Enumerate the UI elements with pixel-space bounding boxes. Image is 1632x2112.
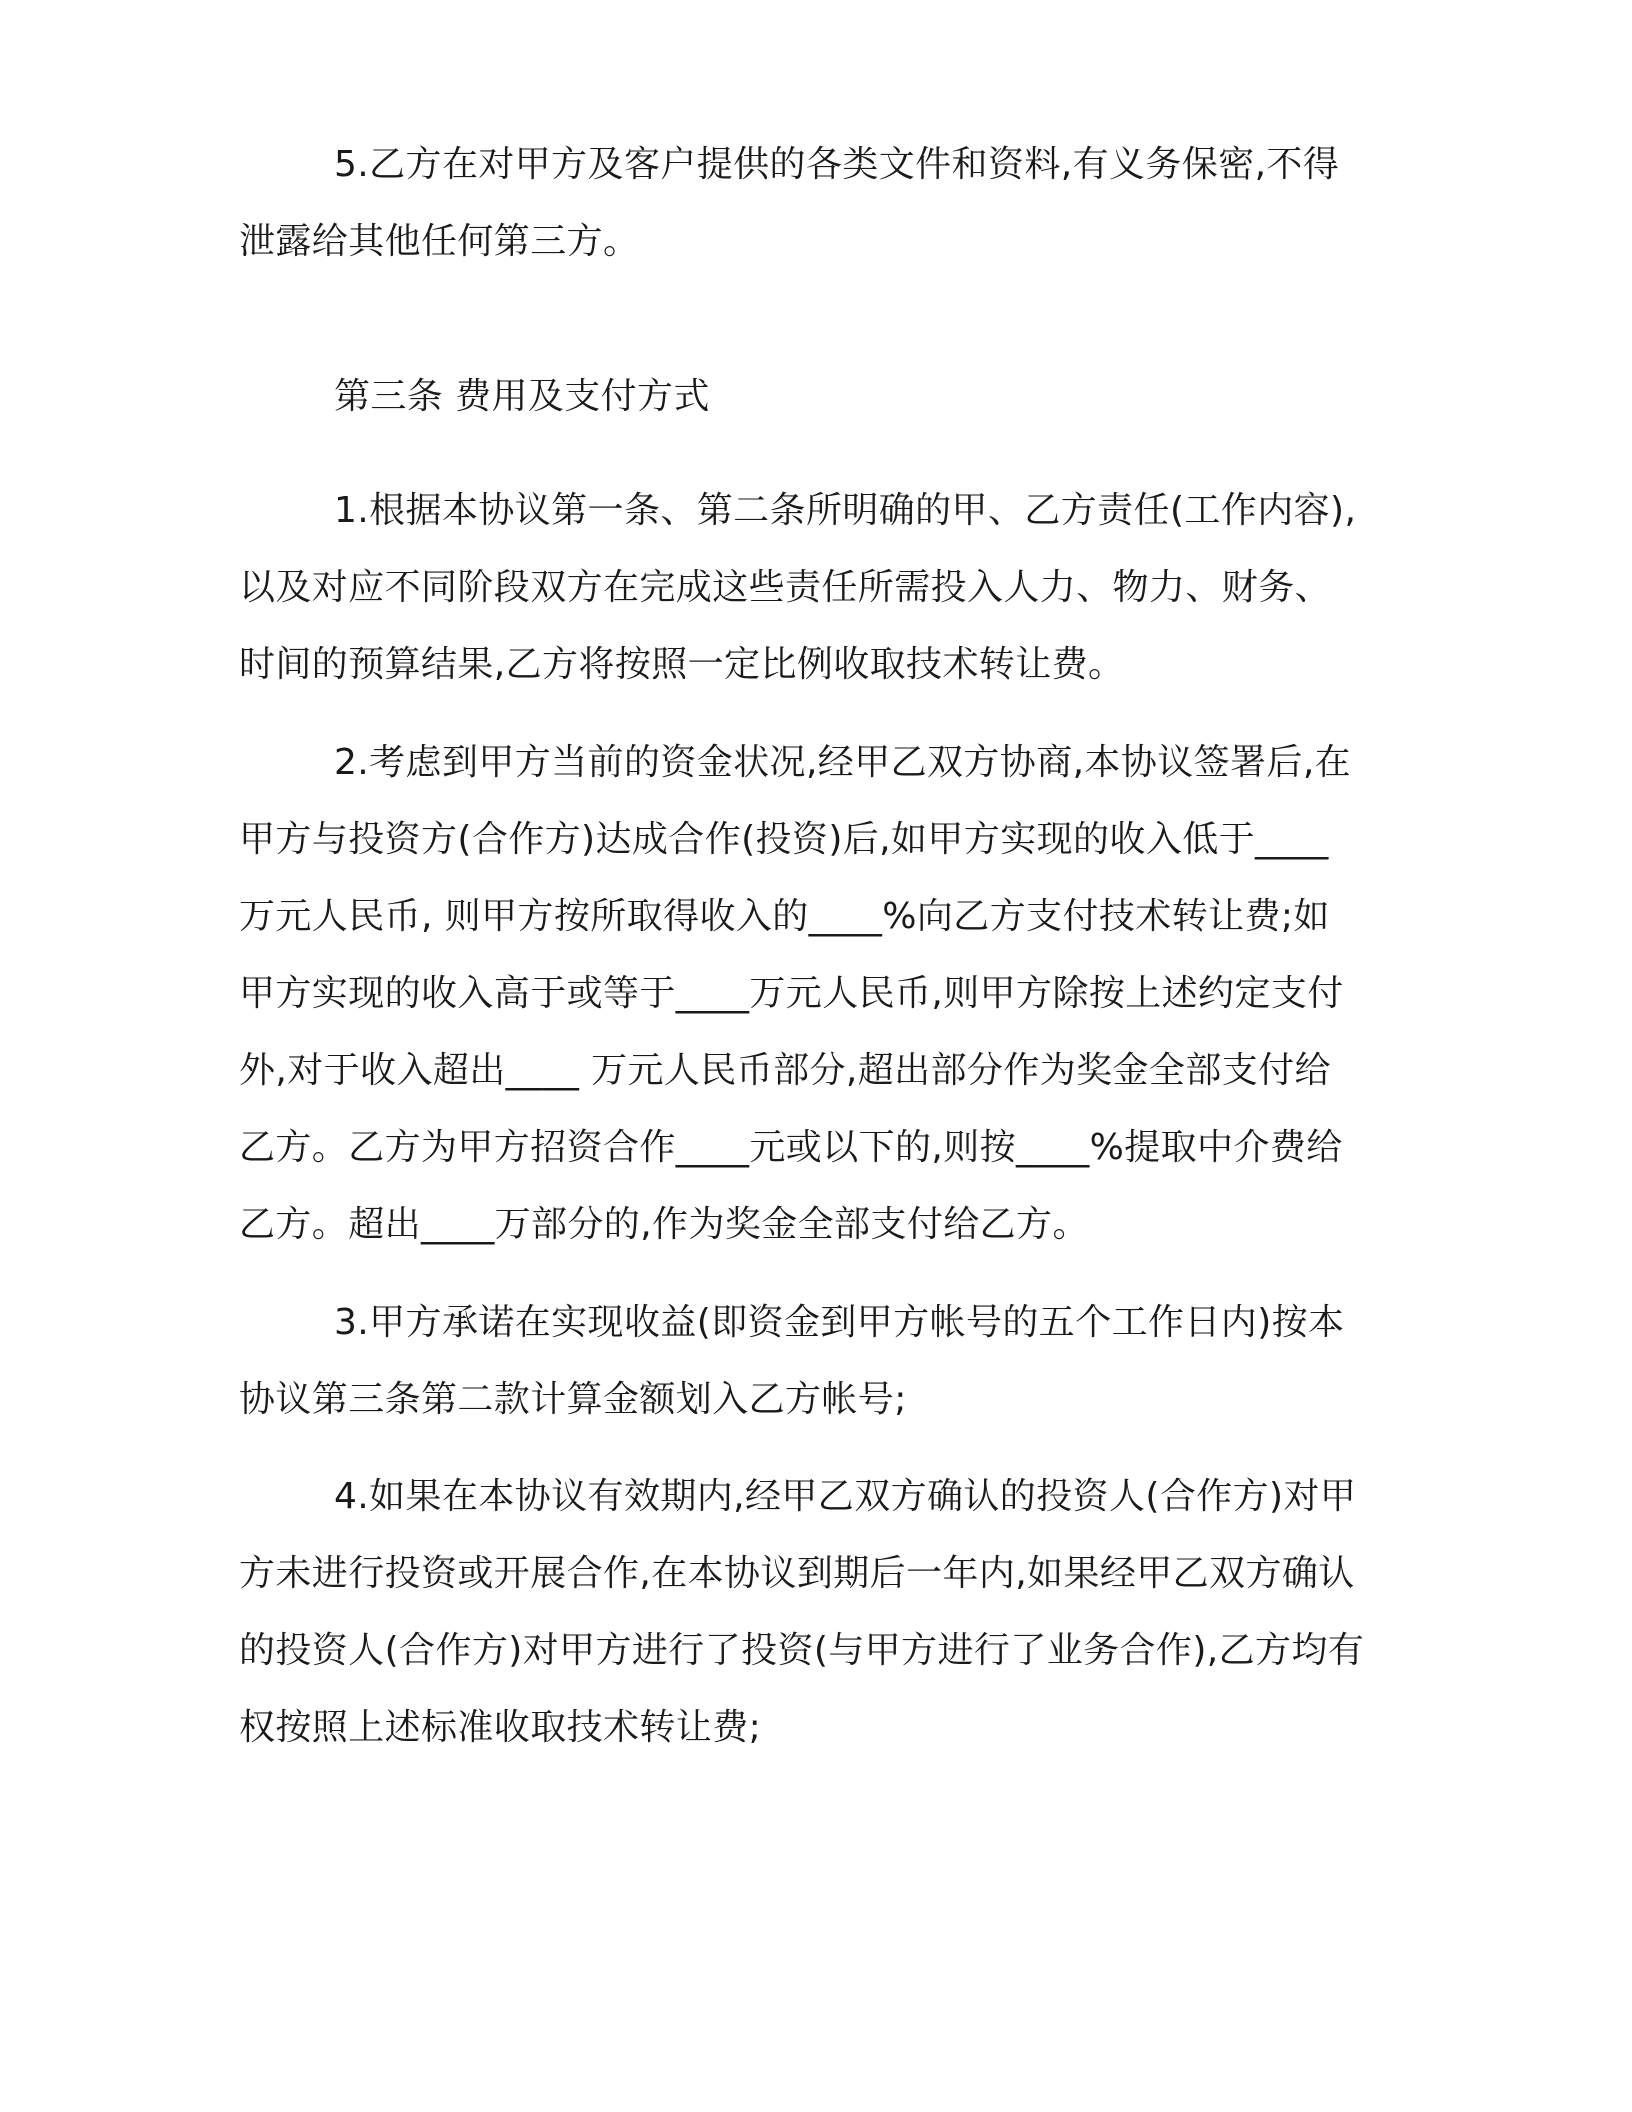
text-line: 5.乙方在对甲方及客户提供的各类文件和资料,有义务保密,不得 (334, 144, 1340, 185)
text-line: 外,对于收入超出____ 万元人民币部分,超出部分作为奖金全部支付给 (239, 1050, 1331, 1091)
text-line: 以及对应不同阶段双方在完成这些责任所需投入人力、物力、财务、 (239, 567, 1332, 608)
text-line: 1.根据本协议第一条、第二条所明确的甲、乙方责任(工作内容), (334, 490, 1357, 531)
text-line: 的投资人(合作方)对甲方进行了投资(与甲方进行了业务合作),乙方均有 (239, 1630, 1365, 1671)
text-line: 乙方。乙方为甲方招资合作____元或以下的,则按____%提取中介费给 (239, 1127, 1343, 1168)
text-line: 4.如果在本协议有效期内,经甲乙双方确认的投资人(合作方)对甲 (334, 1476, 1357, 1517)
text-line: 方未进行投资或开展合作,在本协议到期后一年内,如果经甲乙双方确认 (239, 1553, 1355, 1594)
text-line: 甲方与投资方(合作方)达成合作(投资)后,如甲方实现的收入低于____ (239, 819, 1329, 860)
text-line: 2.考虑到甲方当前的资金状况,经甲乙双方协商,本协议签署后,在 (334, 742, 1352, 783)
text-line: 协议第三条第二款计算金额划入乙方帐号; (239, 1379, 907, 1420)
text-line: 3.甲方承诺在实现收益(即资金到甲方帐号的五个工作日内)按本 (334, 1302, 1345, 1343)
text-line: 权按照上述标准收取技术转让费; (239, 1707, 762, 1748)
paragraph-article3-item-3 (239, 1284, 1399, 1438)
paragraph-item-5 (239, 126, 1399, 280)
article-3-heading (239, 358, 1399, 435)
text-line: 时间的预算结果,乙方将按照一定比例收取技术转让费。 (239, 644, 1125, 685)
paragraph-article3-item-4 (239, 1458, 1399, 1766)
paragraph-article3-item-2 (239, 724, 1399, 1263)
text-line: 乙方。超出____万部分的,作为奖金全部支付给乙方。 (239, 1204, 1089, 1245)
text-line: 万元人民币, 则甲方按所取得收入的____%向乙方支付技术转让费;如 (239, 896, 1330, 937)
text-line: 甲方实现的收入高于或等于____万元人民币,则甲方除按上述约定支付 (239, 973, 1344, 1014)
paragraph-article3-item-1 (239, 472, 1399, 703)
section-heading: 第三条 费用及支付方式 (334, 376, 710, 417)
text-line: 泄露给其他任何第三方。 (239, 221, 640, 262)
